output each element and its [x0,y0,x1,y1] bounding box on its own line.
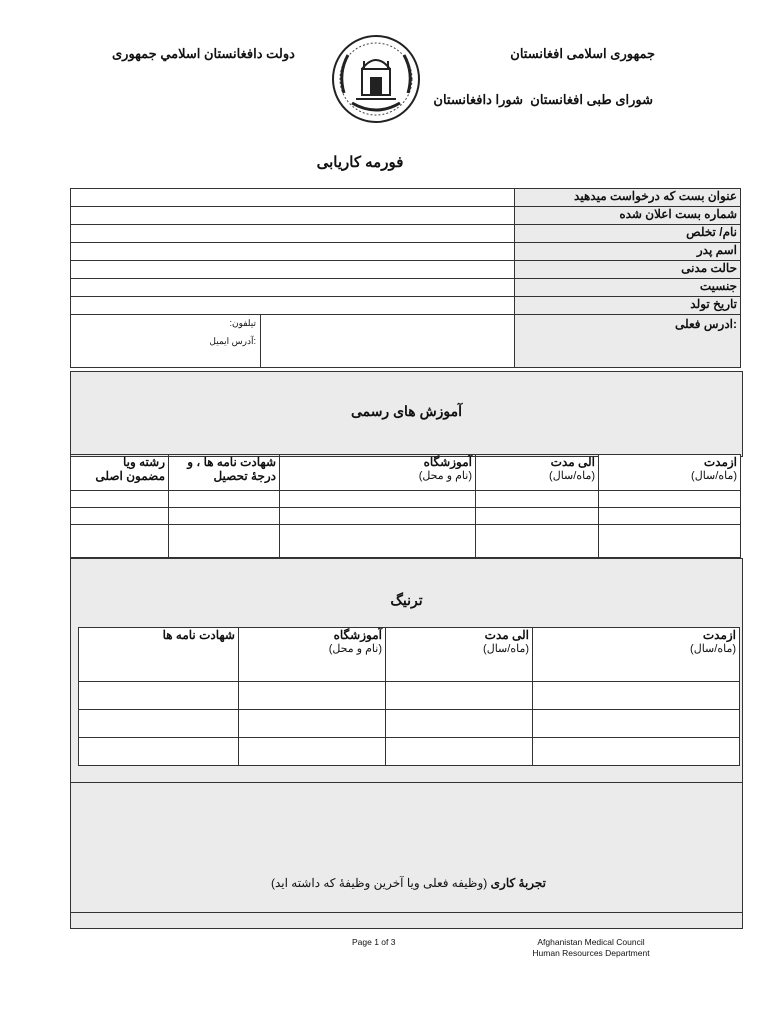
train-col-to: الی مدت (ماه/سال) [386,628,533,682]
experience-note: (وظیفه فعلی ویا آخرین وظیفهٔ که داشته اید) [270,876,488,890]
experience-section [70,782,743,929]
train-col-institution: آموزشگاه (نام و محل) [239,628,386,682]
form-title: فورمه کاریابی [316,154,404,171]
header-right-line1: جمهوری اسلامی افغانستان [510,46,655,61]
name-label: نام/ تخلص [515,225,741,243]
header-left-line1: دولت دافغانستان اسلامي جمهوری [112,46,295,61]
marital-status-field[interactable] [71,261,515,279]
post-title-label: عنوان بست که درخواست میدهید [515,189,741,207]
email-label: :آدرس ایمیل [209,336,256,346]
footer-org [516,937,666,959]
training-title: ترنیگ [390,592,423,608]
train-col-certificate: شهادت نامه ها [79,628,239,682]
state-emblem-icon [330,33,422,125]
table-row[interactable] [79,710,740,738]
header-right-line2-b: شورا دافغانستان [433,92,523,107]
birth-date-field[interactable] [71,297,515,315]
current-address-label: :ادرس فعلی [515,315,741,368]
birth-date-label: تاریخ تولد [515,297,741,315]
header-right-line2-a: شورای طبی افغانستان [530,92,653,107]
father-name-label: اسم پدر [515,243,741,261]
footer-org-line1: Afghanistan Medical Council [537,937,645,947]
footer-org-line2: Human Resources Department [532,948,650,958]
marital-status-label: حالت مدنی [515,261,741,279]
contact-field[interactable] [260,315,514,367]
education-title: آموزش های رسمی [350,403,463,419]
experience-divider [71,912,742,913]
edu-col-certificate: شهادت نامه ها ، و درجهٔ تحصیل [169,455,280,491]
gender-field[interactable] [71,279,515,297]
name-field[interactable] [71,225,515,243]
page-number: Page 1 of 3 [352,937,396,947]
edu-col-institution: آموزشگاه (نام و محل) [280,455,476,491]
training-table [78,627,740,766]
table-row[interactable] [71,525,741,558]
edu-col-from: ازمدت (ماه/سال) [599,455,741,491]
edu-col-major: رشته ویا مضمون اصلی [71,455,169,491]
train-col-from: ازمدت (ماه/سال) [533,628,740,682]
table-row[interactable] [71,508,741,525]
table-row[interactable] [79,682,740,710]
education-table [70,454,741,558]
edu-col-to: الی مدت (ماه/سال) [476,455,599,491]
experience-label: تجربهٔ کاری [490,876,546,890]
father-name-field[interactable] [71,243,515,261]
personal-info-table [70,188,741,368]
post-number-field[interactable] [71,207,515,225]
table-row[interactable] [79,738,740,766]
contact-labels [71,315,260,367]
post-title-field[interactable] [71,189,515,207]
experience-heading [271,876,546,890]
post-number-label: شماره بست اعلان شده [515,207,741,225]
education-section-header [70,371,743,457]
phone-label: تيلفون: [229,318,256,328]
table-row[interactable] [71,491,741,508]
gender-label: جنسیت [515,279,741,297]
